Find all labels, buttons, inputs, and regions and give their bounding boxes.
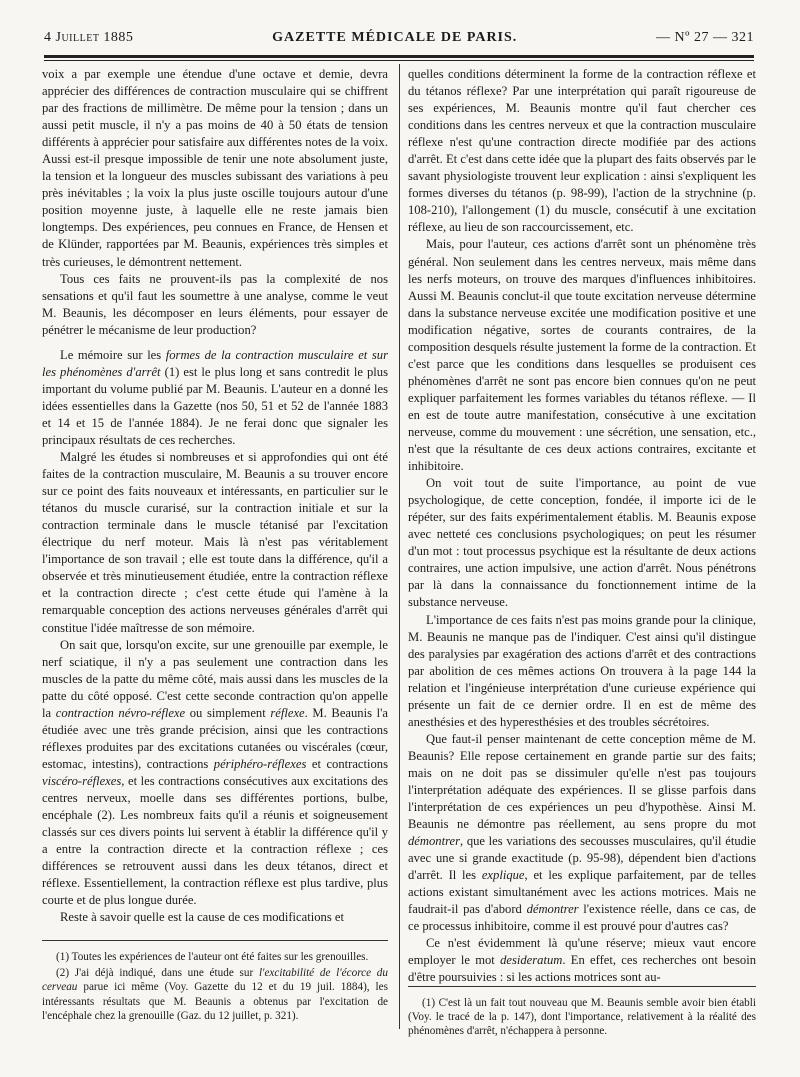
footnote-left-1: (1) Toutes les expériences de l'auteur ont été faites sur les grenouilles. <box>56 951 369 963</box>
right-paragraph-1: quelles conditions déterminent la forme de la contraction réflexe et du tétanos réflexe? Par une interprétation qui paraît rigoureuse de ses expériences, M. Beaunis montre qu'il faut chercher ces conditions dans les centres nerveux et que la contraction musculaire réflexe n'est qu'une contraction directe modifiée par des actions d'arrêt. Et c'est dans cette idée que la plupart des faits observés par le savant physiologiste trouvent leur explication : ainsi s'expliquent les formes diverses du tétanos (p. 98-99), l'action de la strychnine (p. 108-210), l'allongement (1) du muscle, consécutif à une excitation réflexe, au lieu de son raccourcissement, etc. <box>408 67 756 235</box>
left-paragraph-2: Tous ces faits ne prouvent-ils pas la complexité de nos sensations et qu'il faut les soumettre à une analyse, comme le veut M. Beaunis, les décomposer en leurs éléments, pour essayer de pénétrer le mécanisme de leur production? <box>42 271 388 337</box>
right-column <box>408 66 756 987</box>
header-title: GAZETTE MÉDICALE DE PARIS. <box>272 30 518 45</box>
header-issue-page: — Nº 27 — 321 <box>656 30 754 45</box>
right-paragraph-5: Que faut-il penser maintenant de cette conception même de M. Beaunis? Elle repose certainement en grande partie sur des faits; mais on ne doit pas se dissimuler qu'elle n'est pas toujours l'interprétation adéquate des expériences. Il se glisse parfois dans l'interprétation de ces expériences un peu d'hypothèse. Ainsi M. Beaunis ne démontre pas réellement, au sens propre du mot démontrer, que les variations des secousses musculaires, qu'il étudie avec une si grande exactitude (p. 95-98), dépendent bien d'actions d'arrêt. Il les explique, et les explique parfaitement, par de telles actions existant simultanément avec les actions motrices. Mais ne faudrait-il pas d'abord démontrer l'existence réelle, dans ce cas, de ce processus inhibitoire, comme il est prouvé pour d'autres cas? <box>408 731 757 934</box>
left-paragraph-1: voix a par exemple une étendue d'une octave et demie, devra apprécier des différences de contraction musculaire qui se chiffrent par des fractions de millimètre. De même pour la tension ; dans un aussi petit muscle, il n'y a pas moins de 40 à 50 états de tension différents à apprécier pour satisfaire aux différentes notes de la voix. Aussi est-il presque impossible de tenir une note absolument juste, la tension et la longueur des muscles subissant des variations à peu près inévitables ; la voix la plus juste oscille toujours autour d'une position moyenne juste, à laquelle elle ne reste jamais bien longtemps. Des expériences, peu connues en France, de Hensen et de Klünder, rapportées par M. Beaunis, expériences très simples et très curieuses, le démontrent nettement. <box>42 67 388 269</box>
footnote-left-2: (2) J'ai déjà indiqué, dans une étude sur l'excitabilité de l'écorce du cerveau parue ici même (Voy. Gazette du 12 et du 19 juil. 1884), les intéressants résultats que M. Beaunis a obtenus par l'excitation de l'encéphale chez la grenouille (Gaz. du 12 juillet, p. 321). <box>42 967 388 1022</box>
header-date: 4 Juillet 1885 <box>44 30 134 45</box>
right-paragraph-4: L'importance de ces faits n'est pas moins grande pour la clinique, M. Beaunis ne manque pas de l'indiquer. C'est ainsi qu'il distingue des paralysies par exagération des actions d'arrêt et des contractions par abolition de ces mêmes actions On trouvera à la page 144 la relation et l'ingénieuse interprétation d'une curieuse expérience qui présente un fait de ce dernier ordre. Il en est de même des anesthésies et des hyperesthésies et des troubles sécrétoires. <box>408 612 756 729</box>
right-paragraph-6: Ce n'est évidemment là qu'une réserve; mieux vaut encore employer le mot desideratum. En effet, ces recherches ont besoin d'être poursuivies : si les actions motrices sont au- <box>408 936 757 985</box>
right-paragraph-2: Mais, pour l'auteur, ces actions d'arrêt sont un phénomène très général. Non seulement dans les centres nerveux, mais même dans les nerfs moteurs, on trouve des marques d'influences inhibitoires. Aussi M. Beaunis conclut-il que toute excitation nerveuse détermine dans la substance nerveuse excitée une modification positive et une modification négative, sortes de courants contraires, de la composition desquels résulte justement la forme de la contraction. Et c'est parce que les conditions dans lesquelles se produisent ces phénomènes d'arrêt ne sont pas encore bien connues qu'on ne peut expliquer parfaitement les formes variables du tétanos réflexe. — Il en est de toute autre manifestation, consécutive à une excitation nerveuse, comme du mouvement : une sécrétion, une sensation, etc., n'est que la résultante de ces deux actions contraires, excitante et inhibitoire. <box>408 237 756 474</box>
right-footnotes <box>408 986 756 1041</box>
right-paragraph-3: On voit tout de suite l'importance, au point de vue psychologique, de cette conception, fondée, il importe ici de le répéter, sur des faits expérimentalement établis. M. Beaunis expose avec netteté ces conclusions psychologiques; on peut les résumer d'un mot : tout processus psychique est la résultante de deux actions contraires, une action impulsive, une action d'arrêt. Nous pénétrons par là dans la connaissance du fonctionnement intime de la substance nerveuse. <box>408 476 756 610</box>
left-paragraph-5: On sait que, lorsqu'on excite, sur une grenouille par exemple, le nerf sciatique, il n'y a pas seulement une contraction dans les muscles de la patte du même côté, mais aussi dans les muscles de la patte du côté opposé. C'est cette seconde contraction qu'on appelle la contraction névro-réflexe ou simplement réflexe. M. Beaunis l'a étudiée avec une très grande précision, ainsi que les contractions réflexes produites par des excitations cutanées ou viscérales (cœur, estomac, intestins), contractions périphéro-réflexes et contractions viscéro-réflexes, et les contractions consécutives aux excitations des centres nerveux, moelle dans ses différentes portions, bulbe, encéphale (2). Les nombreux faits qu'il a réunis et soigneusement classés sur ces divers points lui servent à établir la différence qu'il y a entre la contraction directe et la contraction réflexe ; ces différences se retrouvent aussi dans les deux tétanos, direct et réflexe. Essentiellement, la contraction réflexe est plus tardive, plus courte et de plus longue durée. <box>42 637 388 908</box>
left-footnotes <box>42 940 388 1025</box>
left-paragraph-6: Reste à savoir quelle est la cause de ces modifications et <box>60 910 344 925</box>
footnote-right-1: (1) C'est là un fait tout nouveau que M. Beaunis semble avoir bien établi (Voy. le tracé de la p. 147), dont l'importance, relativement à la réalité des phénomènes d'arrêt, n'échappera à personne. <box>408 997 756 1038</box>
left-column <box>42 66 388 926</box>
column-divider <box>399 64 400 1029</box>
left-paragraph-4: Malgré les études si nombreuses et si approfondies qui ont été faites de la contraction musculaire, M. Beaunis a su trouver encore sur ce point des faits nouveaux et intéressants, en particulier sur le tétanos du muscle curarisé, sur la contraction initiale et sur la contraction terminale dans le muscle tétanisé par l'excitation électrique du nerf moteur. Mais là n'est pas véritablement l'importance de son travail ; elle est toute dans la différence, qu'il a observée et très minutieusement étudiée, entre la contraction réflexe et la contraction directe ; c'est cette étude qui l'amène à la remarquable conception des actions nerveuses générales d'arrêt qui constitue l'idée maîtresse de son mémoire. <box>42 450 388 635</box>
page-header <box>44 30 754 56</box>
left-paragraph-3: Le mémoire sur les formes de la contraction musculaire et sur les phénomènes d'arrêt (1) est le plus long et sans contredit le plus important du volume publié par M. Beaunis. L'auteur en a donné les idées essentielles dans la Gazette (nos 50, 51 et 52 de l'année 1883 et 14 et 15 de l'année 1884). Je ne ferai donc que signaler les principaux résultats de ces recherches. <box>42 347 388 447</box>
header-rule <box>44 55 754 61</box>
